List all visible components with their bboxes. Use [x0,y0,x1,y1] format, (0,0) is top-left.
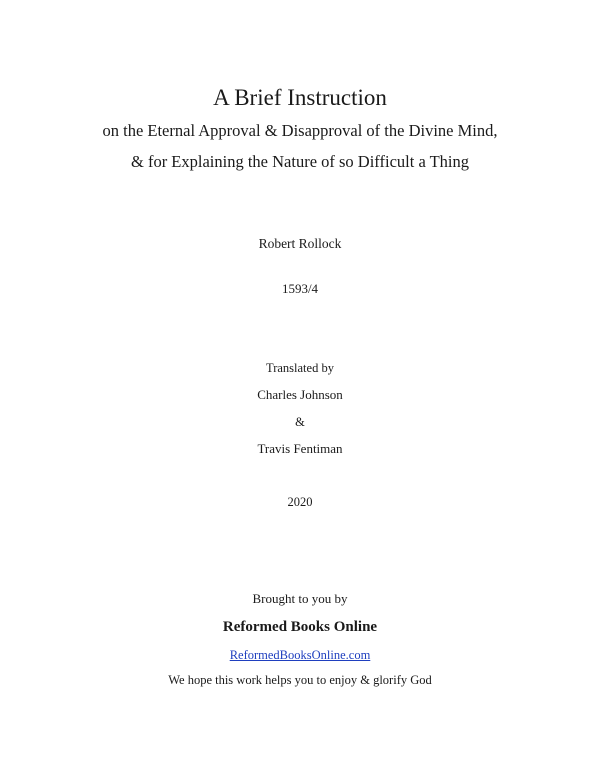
tagline: We hope this work helps you to enjoy & glorify God [168,673,432,687]
translated-by-label: Translated by [266,361,334,375]
translation-year: 2020 [287,495,313,509]
brought-to-you-label: Brought to you by [252,591,348,606]
translator-name-1: Charles Johnson [257,387,343,402]
translator-name-2: Travis Fentiman [257,441,343,456]
publication-date: 1593/4 [281,281,319,296]
website-link[interactable]: ReformedBooksOnline.com [229,648,371,662]
subtitle-line-2: & for Explaining the Nature of so Difficult a Thing [130,152,470,171]
author-name: Robert Rollock [258,236,342,251]
page-title: A Brief Instruction [213,85,387,110]
publisher-name: Reformed Books Online [222,619,378,635]
subtitle-line-1: on the Eternal Approval & Disapproval of the Divine Mind, [102,121,498,140]
translator-separator: & [295,415,305,429]
website-link-row [0,646,600,664]
